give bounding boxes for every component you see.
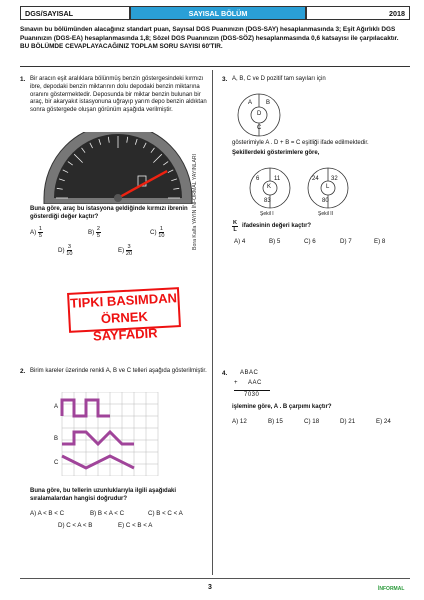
fig2-tl: 24 [312,176,319,182]
fig1-caption: Şekil I [260,211,274,217]
q1-block [20,76,208,115]
q3-option-e[interactable]: E) 8 [374,238,386,245]
q3-legend-d: D [257,111,262,117]
intro-line1: Sınavın bu bölümünden alacağınız standart puan, Sayısal DGS Puanınızın (DGS-SAY) hesaplanmasında 3; Eşit Ağırlıklı DGS Puanınızın (DGS-EA) hesaplanmasında 1,8; Sözel DGS Puanınızın (DGS-SÖZ) hesaplanmasında 0,6 katsayısı ile çarpılacaktır. [20,26,399,42]
q3-legend-a: A [248,100,253,106]
q4-line2: AAC [248,380,262,386]
q4-result: 7030 [244,392,260,398]
q4-plus: + [234,380,238,386]
fig2-caption: Şekil II [318,211,334,217]
q2-block [20,368,208,376]
intro-text [20,26,410,52]
fuel-gauge [38,132,198,204]
q1-option-a[interactable]: A) $\frac{1}{5}$ [30,226,43,239]
q3-option-a[interactable]: A) 4 [234,238,246,245]
wire-label-a: A [54,404,59,410]
header-right: 2018 [306,6,410,20]
fig1-tr: 11 [274,176,281,182]
page-number: 3 [208,584,212,591]
intro-rule [20,66,410,67]
side-text: Bora Kalfa YAYIN İNFORMAL YAYINLARI [192,153,198,250]
q2-option-d[interactable]: D) C < A < B [58,522,93,529]
q4-option-d[interactable]: D) 21 [340,418,356,425]
fig2-center: L [326,184,330,190]
q1-option-c[interactable]: C) $\frac{1}{10}$ [150,226,165,239]
fig1-bottom: 83 [264,198,271,204]
q3-number: 3. [222,76,228,83]
sample-stamp: TIPKI BASIMDAN ÖRNEK SAYFADIR [67,287,181,333]
q3-option-d[interactable]: D) 7 [340,238,352,245]
wire-grid [50,392,170,476]
q3-option-b[interactable]: B) 5 [269,238,281,245]
q4-rule [234,390,270,391]
q2-question: Buna göre, bu tellerin uzunluklarıyla ilgili aşağıdaki sıralamalardan hangisi doğrudur? [30,488,177,502]
q4-option-b[interactable]: B) 15 [268,418,283,425]
q1-option-d[interactable]: D) $\frac{3}{10}$ [58,244,73,257]
wire-label-b: B [54,436,59,442]
q4-option-e[interactable]: E) 24 [376,418,391,425]
q2-number: 2. [20,368,26,375]
header-left: DGS/SAYISAL [20,6,130,20]
q4-option-c[interactable]: C) 18 [304,418,320,425]
q1-option-b[interactable]: B) $\frac{2}{5}$ [88,226,101,239]
q3-legend-c: C [257,125,262,131]
q3-block [222,76,410,84]
wire-label-c: C [54,460,59,466]
intro-line2: BU BÖLÜMDE CEVAPLAYACAĞINIZ TOPLAM SORU SAYISI 60'TIR. [20,43,223,51]
q3-text2: gösterimiyle A . D + B = C eşitliği ifade edilmektedir. [232,140,369,146]
q2-option-a[interactable]: A) A < B < C [30,510,65,517]
fig2-tr: 32 [331,176,338,182]
publisher-logo: İNFORMAL [378,586,405,592]
footer-rule [20,578,410,579]
fig1-tl: 6 [256,176,260,182]
q1-text: Bir aracın eşit aralıklara bölünmüş benzin göstergesindeki kırmızı ibre, depodaki benzin miktarının dolu depodaki benzin miktarına oranını göstermektedir. Deposunda bir miktar benzin bulunan bir araç, bir akaryakıt istasyonuna uğrayıp yarım depo benzin aldıktan sonra göstergede oluşan görünüm aşağıda verilmiştir. [30,76,207,114]
q3-option-c[interactable]: C) 6 [304,238,316,245]
q4-question: işlemine göre, A . B çarpımı kaçtır? [232,404,332,410]
fig2-bottom: 80 [322,198,329,204]
q4-option-a[interactable]: A) 12 [232,418,247,425]
q2-option-e[interactable]: E) C < B < A [118,522,153,529]
q1-number: 1. [20,76,26,83]
q3-legend-b: B [266,100,271,106]
q2-option-c[interactable]: C) B < C < A [148,510,183,517]
header-center: SAYISAL BÖLÜM [130,6,306,20]
q1-question: Buna göre, araç bu istasyona geldiğinde kırmızı ibrenin gösterdiği değer kaçtır? [30,206,188,220]
q2-text: Birim kareler üzerinde renkli A, B ve C telleri aşağıda gösterilmiştir. [30,368,207,374]
column-divider [212,70,213,575]
q3-text3: Şekillerdeki gösterimlere göre, [232,150,320,156]
q1-option-e[interactable]: E) $\frac{3}{20}$ [118,244,133,257]
q3-fraction: $\frac{K}{L}$ [233,220,238,233]
q2-option-b[interactable]: B) B < A < C [90,510,125,517]
q3-question: $\frac{K}{L}$ ifadesinin değeri kaçtır? [233,220,312,233]
fig1-center: K [267,184,272,190]
q3-text: A, B, C ve D pozitif tam sayıları için [232,76,326,82]
wire-a [62,400,110,416]
q4-line1: ABAC [240,370,259,376]
q4-number: 4. [222,370,228,377]
